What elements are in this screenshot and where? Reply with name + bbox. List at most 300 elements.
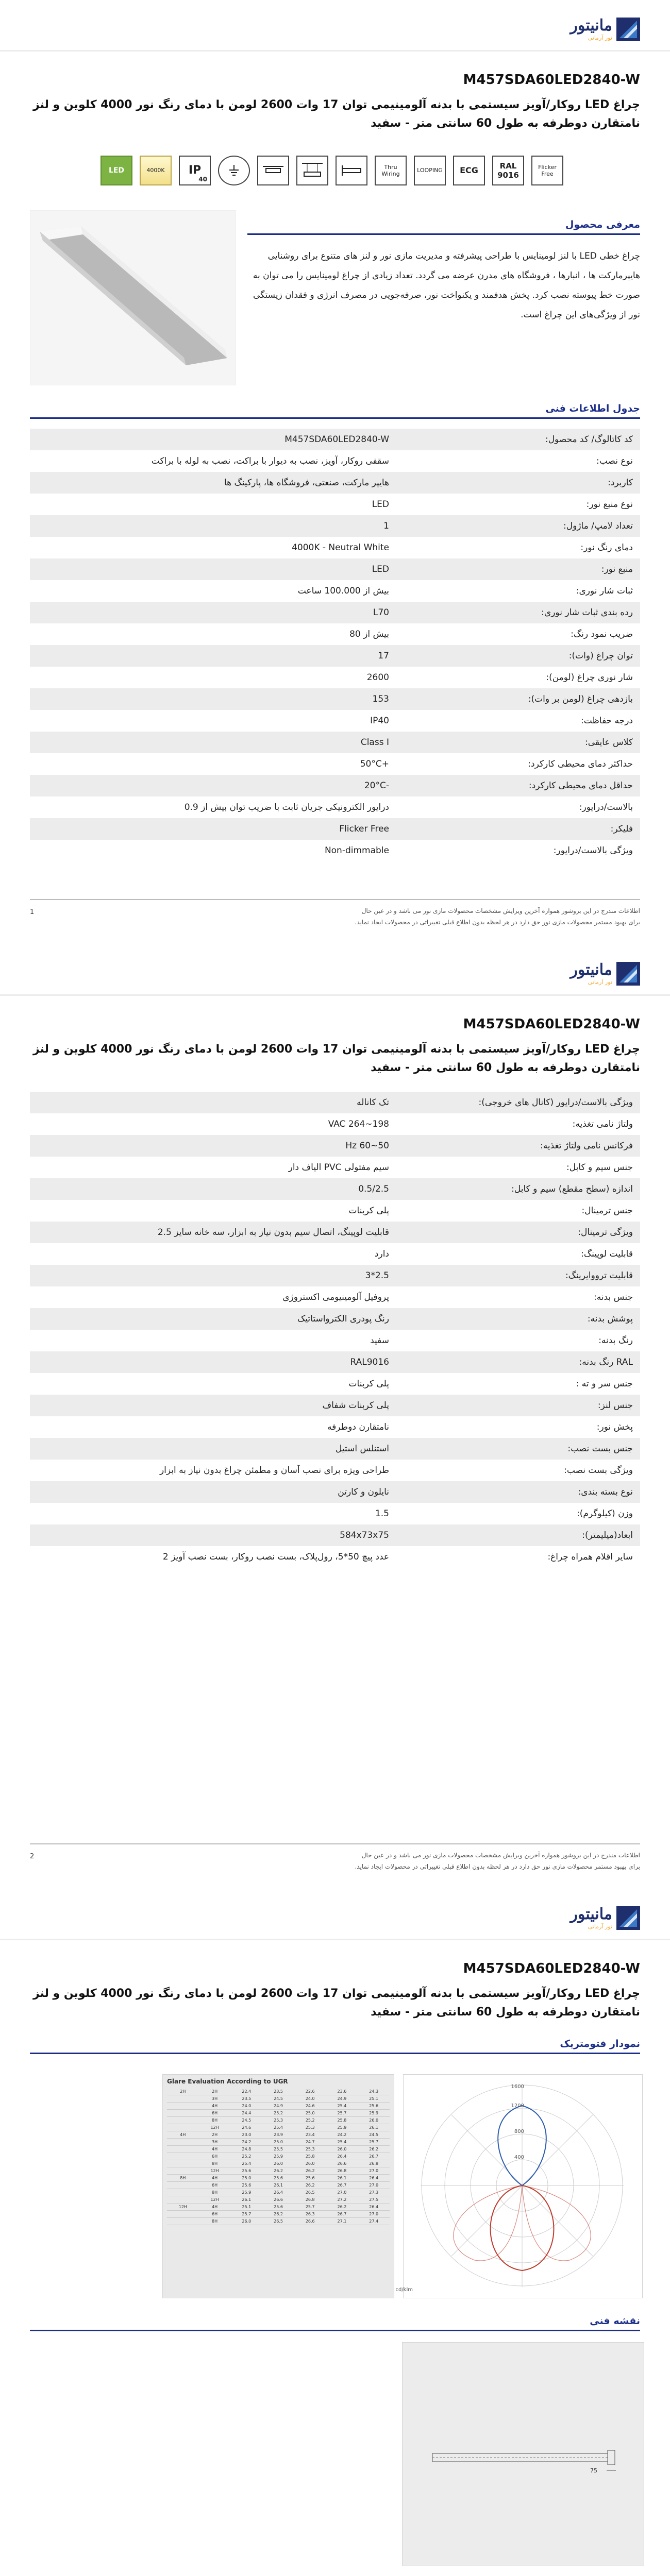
spec-key: بالاست/درایور: (579, 802, 633, 812)
brand-tagline: نور آرمانی (588, 35, 612, 41)
ugr-cell: 24.0 (242, 2104, 252, 2108)
spec-value: نامتقارن دوطرفه (327, 1422, 389, 1432)
spec-row (30, 688, 640, 710)
ugr-cell: 25.3 (305, 2147, 315, 2151)
product-description: چراغ خطی LED با لنز لومینایس با طراحی پیشرفته و مدیریت مازی نور و لنز های متنوع برای روشنایی هایپرمارکت ها ، انبارها ، فروشگاه های مدرن عرضه می گردد. تعداد زیادی از چراغ لومینایس را می توان به صورت خط پیوسته نصب کرد. پخش هدفمند و یکنواخت نور، صرفه‌جویی در مصرف انرژی و فقدان زیستگی نور از ویژگی‌های این چراغ است. (253, 251, 640, 320)
ugr-cell: 25.4 (242, 2161, 252, 2166)
spec-value: نایلون و کارتن (30, 1481, 396, 1503)
ugr-row (167, 2196, 390, 2204)
spec-value: پلی کربنات شفاف (30, 1395, 396, 1416)
spec-row (30, 537, 640, 558)
spec-row (30, 1460, 640, 1481)
product-image (30, 210, 236, 385)
ugr-cell: 25.1 (242, 2205, 252, 2209)
spec-key: ابعاد(میلیمتر): (396, 1524, 640, 1546)
ugr-row (167, 2204, 390, 2211)
ugr-cell: 24.5 (369, 2132, 379, 2137)
ugr-cell: 27.4 (369, 2219, 379, 2224)
spec-row (30, 623, 640, 645)
ugr-cell: 27.0 (369, 2212, 379, 2216)
spec-value: 0.5/2.5 (30, 1178, 396, 1200)
ugr-cell: 25.9 (369, 2111, 379, 2115)
spec-row (30, 1308, 640, 1330)
dimension-label: 75 (590, 2467, 597, 2474)
spec-key: درجه حفاظت: (580, 716, 633, 726)
ugr-cell: 26.7 (337, 2183, 347, 2188)
thru-wiring-badge (375, 156, 407, 185)
ugr-row (167, 2218, 390, 2225)
ugr-cell: 26.8 (305, 2197, 315, 2202)
ugr-cell: 26.0 (369, 2118, 379, 2123)
footer-line-2: برای بهبود مستمر محصولات مازی نور حق دارد در هر لحظه بدون اطلاع قبلی تغییراتی در محصولات ایجاد نماید. (355, 919, 640, 926)
ugr-cell (167, 2167, 199, 2174)
ugr-cell: 8H (212, 2219, 218, 2224)
ugr-cell: 22.4 (242, 2089, 252, 2094)
ugr-cell: 23.0 (242, 2132, 252, 2137)
spec-key: جنس بدنه: (594, 1292, 633, 1302)
ugr-cell: 25.8 (305, 2154, 315, 2159)
polar-diagram (395, 2075, 642, 2299)
ugr-cell: 23.6 (337, 2089, 347, 2094)
ugr-cell: 24.4 (242, 2111, 252, 2115)
spec-key: دمای رنگ نور: (580, 543, 633, 553)
spec-row (30, 1438, 640, 1460)
spec-key: اندازه (سطح مقطع) سیم و کابل: (396, 1178, 640, 1200)
ugr-cell: 12H (210, 2168, 219, 2173)
ugr-cell: 4H (212, 2205, 218, 2209)
ugr-cell: 4H (212, 2104, 218, 2108)
ugr-cell: 23.9 (274, 2132, 283, 2137)
pendant-mount-icon (296, 156, 328, 185)
ugr-cell: 26.2 (305, 2168, 315, 2173)
spec-value: استنلس استیل (30, 1438, 396, 1460)
ugr-cell: 23.4 (305, 2132, 315, 2137)
ugr-cell: 2H (212, 2132, 218, 2137)
spec-row (30, 645, 640, 667)
spec-value: RAL9016 (30, 1351, 396, 1373)
ugr-cell: 26.1 (274, 2183, 283, 2188)
spec-key: جنس سر و ته : (576, 1379, 633, 1389)
ugr-cell: 25.7 (242, 2212, 252, 2216)
cct-label: 4000K (146, 167, 165, 174)
brand-name: مانیتور (570, 1905, 612, 1923)
ugr-cell: 27.1 (337, 2219, 347, 2224)
spec-value: +50°C (360, 759, 389, 769)
ugr-cell: 26.0 (274, 2161, 283, 2166)
ugr-grid (163, 2088, 394, 2225)
ugr-cell: 25.9 (337, 2125, 347, 2130)
brand-tagline: نور آرمانی (588, 1923, 612, 1930)
ugr-cell: 24.6 (305, 2104, 315, 2108)
spec-key: کلاس عایقی: (396, 732, 640, 753)
spec-row (30, 1265, 640, 1286)
spec-value: 584x73x75 (30, 1524, 396, 1546)
ugr-cell (167, 2117, 199, 2124)
luminaire-image (29, 211, 236, 386)
spec-value: طراحی ویژه برای نصب آسان و مطمئن چراغ بدون نیاز به ابزار (159, 1465, 389, 1476)
ugr-cell: 25.9 (242, 2190, 252, 2195)
ugr-cell: 26.2 (337, 2205, 347, 2209)
ugr-cell: 26.7 (369, 2154, 379, 2159)
product-code: M457SDA60LED2840-W (463, 1016, 640, 1032)
ral-badge (492, 156, 524, 185)
ugr-cell: 26.0 (305, 2161, 315, 2166)
ugr-row (167, 2182, 390, 2189)
spec-value: Class I (30, 732, 396, 753)
ugr-cell: 12H (210, 2197, 219, 2202)
spec-key: توان چراغ (وات): (396, 645, 640, 667)
spec-row (30, 1416, 640, 1438)
ugr-cell: 25.4 (274, 2125, 283, 2130)
ugr-row (167, 2146, 390, 2153)
drawing-heading: نقشه فنی (30, 2315, 640, 2331)
ugr-cell: 24.8 (242, 2147, 252, 2151)
ugr-cell: 25.4 (337, 2140, 347, 2144)
page-2 (0, 944, 670, 1889)
spec-value: IP40 (370, 716, 389, 726)
ring-label-1: 400 (514, 2155, 524, 2160)
spec-row (30, 450, 640, 472)
ugr-row (167, 2131, 390, 2139)
ugr-cell: 25.2 (305, 2118, 315, 2123)
spec-row (30, 1092, 640, 1113)
spec-row (30, 494, 640, 515)
spec-table-1 (30, 429, 640, 861)
ugr-cell: 26.1 (337, 2176, 347, 2180)
spec-row (30, 732, 640, 753)
ring-label-2: 800 (514, 2129, 524, 2134)
ugr-cell: 26.4 (337, 2154, 347, 2159)
ugr-cell: 26.4 (369, 2205, 379, 2209)
ugr-cell: 26.8 (337, 2168, 347, 2173)
spec-key: ویژگی بست نصب: (564, 1465, 633, 1476)
spec-key: جنس بست نصب: (396, 1438, 640, 1460)
ugr-cell: 26.3 (305, 2212, 315, 2216)
ugr-cell: 25.8 (337, 2118, 347, 2123)
led-label: LED (108, 166, 125, 175)
ugr-cell: 26.7 (337, 2212, 347, 2216)
spec-key: وزن (کیلوگرم): (577, 1509, 633, 1519)
ugr-cell: 25.6 (242, 2183, 252, 2188)
spec-value: هایپر مارکت، صنعتی، فروشگاه ها، پارکینگ ها (30, 472, 396, 494)
ugr-cell: 24.7 (305, 2140, 315, 2144)
flicker-free-label: Flicker Free (538, 163, 557, 177)
spec-key: سایر اقلام همراه چراغ: (547, 1552, 633, 1562)
technical-drawing (402, 2342, 644, 2566)
ugr-cell (167, 2124, 199, 2131)
spec-value: درایور الکترونیکی جریان ثابت با ضریب توان بیش از 0.9 (184, 802, 389, 812)
ugr-cell: 8H (212, 2190, 218, 2195)
ugr-row (167, 2117, 390, 2124)
ugr-cell: 6H (212, 2154, 218, 2159)
ugr-cell: 25.2 (242, 2154, 252, 2159)
brand-logo (570, 962, 640, 986)
ugr-row (167, 2103, 390, 2110)
spec-key: حداقل دمای محیطی کارکرد: (396, 775, 640, 796)
ugr-cell: 25.0 (274, 2140, 283, 2144)
spec-key: فرکانس نامی ولتاژ تغذیه: (396, 1135, 640, 1157)
ugr-cell: 24.2 (337, 2132, 347, 2137)
page-header (0, 0, 670, 52)
ugr-cell: 24.0 (305, 2096, 315, 2101)
ugr-row (167, 2139, 390, 2146)
brand-mark-icon (616, 18, 640, 41)
intro-heading: معرفی محصول (247, 219, 640, 235)
brand-name: مانیتور (570, 16, 612, 35)
spec-value: Non-dimmable (324, 845, 389, 856)
ugr-cell: 25.6 (242, 2168, 252, 2173)
spec-key: ویژگی بالاست/درایور (کانال های خروجی): (396, 1092, 640, 1113)
spec-key: ولتاژ نامی تغذیه: (572, 1119, 633, 1129)
ugr-cell (167, 2218, 199, 2225)
ugr-cell: 26.2 (274, 2168, 283, 2173)
ugr-cell: 24.5 (242, 2118, 252, 2123)
page-number: 2 (30, 1853, 35, 1860)
ugr-row (167, 2160, 390, 2167)
spec-row (30, 840, 640, 861)
ugr-cell: 25.0 (242, 2176, 252, 2180)
ugr-cell (167, 2146, 199, 2153)
brand-logo (570, 18, 640, 41)
brand-mark-icon (616, 1906, 640, 1930)
brand-tagline: نور آرمانی (588, 979, 612, 986)
ip-badge (179, 156, 211, 185)
ecg-badge (453, 156, 485, 185)
ugr-cell: 27.2 (337, 2197, 347, 2202)
ugr-cell: 25.1 (369, 2096, 379, 2101)
ugr-cell: 25.9 (274, 2154, 283, 2159)
ugr-cell: 6H (212, 2183, 218, 2188)
ugr-cell (167, 2139, 199, 2145)
photometric-heading: نمودار فتومتریک (30, 2038, 640, 2054)
spec-key: قابلیت ترووایرینگ: (396, 1265, 640, 1286)
spec-row (30, 1222, 640, 1243)
ugr-cell: 8H (180, 2176, 186, 2180)
spec-row (30, 1113, 640, 1135)
spec-value: قابلیت لوپینگ، اتصال سیم بدون نیاز به ابزار، سه خانه سایز 2.5 (30, 1222, 396, 1243)
spec-value: تک کاناله (30, 1092, 396, 1113)
spec-value: LED (372, 499, 389, 510)
spec-value: عدد پیچ 50*5، رول‌پلاک، بست نصب روکار، بست نصب آویز 2 (162, 1552, 389, 1562)
spec-key: رده بندی ثبات شار نوری: (396, 602, 640, 623)
spec-key: جنس ترمینال: (581, 1206, 633, 1216)
ugr-cell: 26.2 (369, 2147, 379, 2151)
spec-key: فلیکر: (396, 818, 640, 840)
spec-row (30, 710, 640, 732)
surface-mount-icon (257, 156, 289, 185)
brand-name: مانیتور (570, 961, 612, 979)
polar-chart (395, 2074, 643, 2298)
spec-value: پروفیل آلومینیومی اکستروژی (282, 1292, 389, 1302)
spec-row (30, 1373, 640, 1395)
ugr-cell: 24.6 (242, 2125, 252, 2130)
ugr-row (167, 2124, 390, 2131)
ugr-cell: 25.2 (274, 2111, 283, 2115)
ugr-cell: 25.7 (337, 2111, 347, 2115)
spec-row (30, 1286, 640, 1308)
spec-value: 1 (30, 515, 396, 537)
spec-key: منبع نور: (396, 558, 640, 580)
ugr-cell: 26.2 (305, 2183, 315, 2188)
footer-line-2: برای بهبود مستمر محصولات مازی نور حق دارد در هر لحظه بدون اطلاع قبلی تغییراتی در محصولات ایجاد نماید. (355, 1863, 640, 1870)
spec-row (30, 1481, 640, 1503)
spec-value: بیش از 100.000 ساعت (297, 586, 389, 596)
ugr-cell: 25.4 (337, 2104, 347, 2108)
earth-class-icon (218, 156, 250, 185)
ugr-cell: 25.6 (274, 2205, 283, 2209)
product-title: چراغ LED روکار/آویز سیستمی با بدنه آلومینیمی توان 17 وات 2600 لومن با دمای رنگ نور 4000 کلوین و لنز نامتقارن دوطرفه به طول 60 سانتی متر - سفید (32, 1987, 640, 2019)
ugr-cell (167, 2103, 199, 2109)
spec-row (30, 1243, 640, 1265)
spec-value: -20°C (30, 775, 396, 796)
spec-value: 2.5*3 (30, 1265, 396, 1286)
footer-note (30, 1843, 640, 1872)
spec-row (30, 580, 640, 602)
spec-key: نوع بسته بندی: (396, 1481, 640, 1503)
spec-row (30, 1330, 640, 1351)
ugr-cell: 12H (210, 2125, 219, 2130)
ugr-cell: 24.5 (274, 2096, 283, 2101)
ugr-cell: 25.6 (369, 2104, 379, 2108)
ugr-cell: 3H (212, 2096, 218, 2101)
ugr-cell: 24.9 (337, 2096, 347, 2101)
spec-row (30, 1135, 640, 1157)
ugr-cell: 4H (212, 2147, 218, 2151)
ugr-cell: 26.1 (242, 2197, 252, 2202)
ugr-cell: 23.5 (274, 2089, 283, 2094)
spec-value: سقفی روکار، آویز، نصب به دیوار با براکت، نصب به لوله با براکت (151, 456, 389, 466)
ugr-cell: 26.6 (305, 2219, 315, 2224)
spec-value: سیم مفتولی PVC الیاف دار (288, 1162, 389, 1173)
footer-line-1: اطلاعات مندرج در این بروشور همواره آخرین ویرایش مشخصات محصولات مازی نور می باشد و در عین حال (361, 1852, 640, 1859)
ugr-cell: 27.0 (369, 2183, 379, 2188)
ugr-cell: 26.4 (369, 2176, 379, 2180)
spec-key: نوع منبع نور: (586, 499, 633, 510)
ugr-cell: 24.2 (242, 2140, 252, 2144)
ugr-cell: 25.3 (274, 2118, 283, 2123)
led-badge (100, 156, 132, 185)
ugr-row (167, 2189, 390, 2196)
ugr-cell (167, 2110, 199, 2116)
ugr-cell: 4H (212, 2176, 218, 2180)
ugr-row (167, 2153, 390, 2160)
product-title: چراغ LED روکار/آویز سیستمی با بدنه آلومینیمی توان 17 وات 2600 لومن با دمای رنگ نور 4000 کلوین و لنز نامتقارن دوطرفه به طول 60 سانتی متر - سفید (32, 98, 640, 130)
footer-line-1: اطلاعات مندرج در این بروشور همواره آخرین ویرایش مشخصات محصولات مازی نور می باشد و در عین حال (361, 907, 640, 914)
ugr-cell: 26.2 (274, 2212, 283, 2216)
spec-value: 4000K - Neutral White (292, 543, 389, 553)
spec-value: Flicker Free (30, 818, 396, 840)
spec-value: L70 (30, 602, 396, 623)
dimension-drawing (401, 2343, 644, 2567)
spec-value: رنگ پودری الکترواستاتیک (30, 1308, 396, 1330)
ugr-cell: 8H (212, 2118, 218, 2123)
ugr-cell: 2H (180, 2089, 186, 2094)
spec-row (30, 602, 640, 623)
footer-note (30, 899, 640, 928)
ugr-cell: 27.3 (369, 2190, 379, 2195)
spec-key: کد کاتالوگ/ کد محصول: (396, 429, 640, 450)
ugr-cell (167, 2095, 199, 2102)
spec-row (30, 1546, 640, 1568)
spec-row (30, 429, 640, 450)
ugr-cell: 24.3 (369, 2089, 379, 2094)
spec-row (30, 1351, 640, 1373)
spec-key: بازدهی چراغ (لومن بر وات): (396, 688, 640, 710)
page-3 (0, 1889, 670, 2576)
wall-bracket-icon (336, 156, 367, 185)
ugr-cell: 25.5 (274, 2147, 283, 2151)
spec-value: M457SDA60LED2840-W (30, 429, 396, 450)
spec-row (30, 1178, 640, 1200)
spec-row (30, 1503, 640, 1524)
ral-label: RAL (499, 161, 517, 171)
ugr-cell: 25.7 (369, 2140, 379, 2144)
spec-value: دارد (374, 1249, 389, 1259)
ugr-cell: 25.0 (305, 2111, 315, 2115)
cct-badge (140, 156, 172, 185)
spec-key: جنس لنز: (396, 1395, 640, 1416)
ugr-cell: 25.6 (305, 2176, 315, 2180)
spec-key: ضریب نمود رنگ: (571, 629, 633, 639)
spec-key: جنس سیم و کابل: (566, 1162, 633, 1173)
ugr-cell (167, 2189, 199, 2196)
product-title: چراغ LED روکار/آویز سیستمی با بدنه آلومینیمی توان 17 وات 2600 لومن با دمای رنگ نور 4000 کلوین و لنز نامتقارن دوطرفه به طول 60 سانتی متر - سفید (32, 1043, 640, 1074)
ugr-table-chart (162, 2074, 394, 2298)
ugr-cell: 26.6 (337, 2161, 347, 2166)
ugr-row (167, 2175, 390, 2182)
thru-wiring-label: Thru Wiring (381, 163, 400, 177)
spec-row (30, 515, 640, 537)
spec-row (30, 796, 640, 818)
ugr-cell: 26.0 (242, 2219, 252, 2224)
spec-row (30, 472, 640, 494)
spec-key: شار نوری چراغ (لومن): (546, 672, 633, 683)
ugr-cell: 24.9 (274, 2104, 283, 2108)
ugr-cell: 25.7 (305, 2205, 315, 2209)
ecg-label: ECG (460, 165, 478, 176)
spec-row (30, 775, 640, 796)
ugr-row (167, 2095, 390, 2103)
ugr-cell (167, 2153, 199, 2160)
ugr-cell: 8H (212, 2161, 218, 2166)
spec-key: پوشش بدنه: (396, 1308, 640, 1330)
ugr-cell (167, 2196, 199, 2203)
ugr-cell: 26.4 (274, 2190, 283, 2195)
page-1 (0, 0, 670, 944)
ugr-cell (167, 2182, 199, 2189)
spec-key: پخش نور: (596, 1422, 633, 1432)
looping-badge (414, 156, 446, 185)
brand-mark-icon (616, 962, 640, 986)
spec-value: 2600 (366, 672, 389, 683)
ugr-cell: 26.8 (369, 2161, 379, 2166)
spec-value: بیش از 80 (349, 629, 389, 639)
ugr-cell: 26.1 (369, 2125, 379, 2130)
ugr-cell (167, 2160, 199, 2167)
ral-number: 9016 (497, 171, 519, 180)
spec-value: 153 (30, 688, 396, 710)
spec-key: قابلیت لوپینگ: (581, 1249, 633, 1259)
ugr-cell (167, 2211, 199, 2217)
ugr-cell: 6H (212, 2212, 218, 2216)
page-number: 1 (30, 908, 35, 916)
spec-row (30, 753, 640, 775)
ip-number: 40 (198, 175, 207, 183)
spec-row (30, 1524, 640, 1546)
polar-unit: cd/klm (395, 2287, 413, 2293)
spec-row (30, 1395, 640, 1416)
ugr-cell: 22.6 (305, 2089, 315, 2094)
